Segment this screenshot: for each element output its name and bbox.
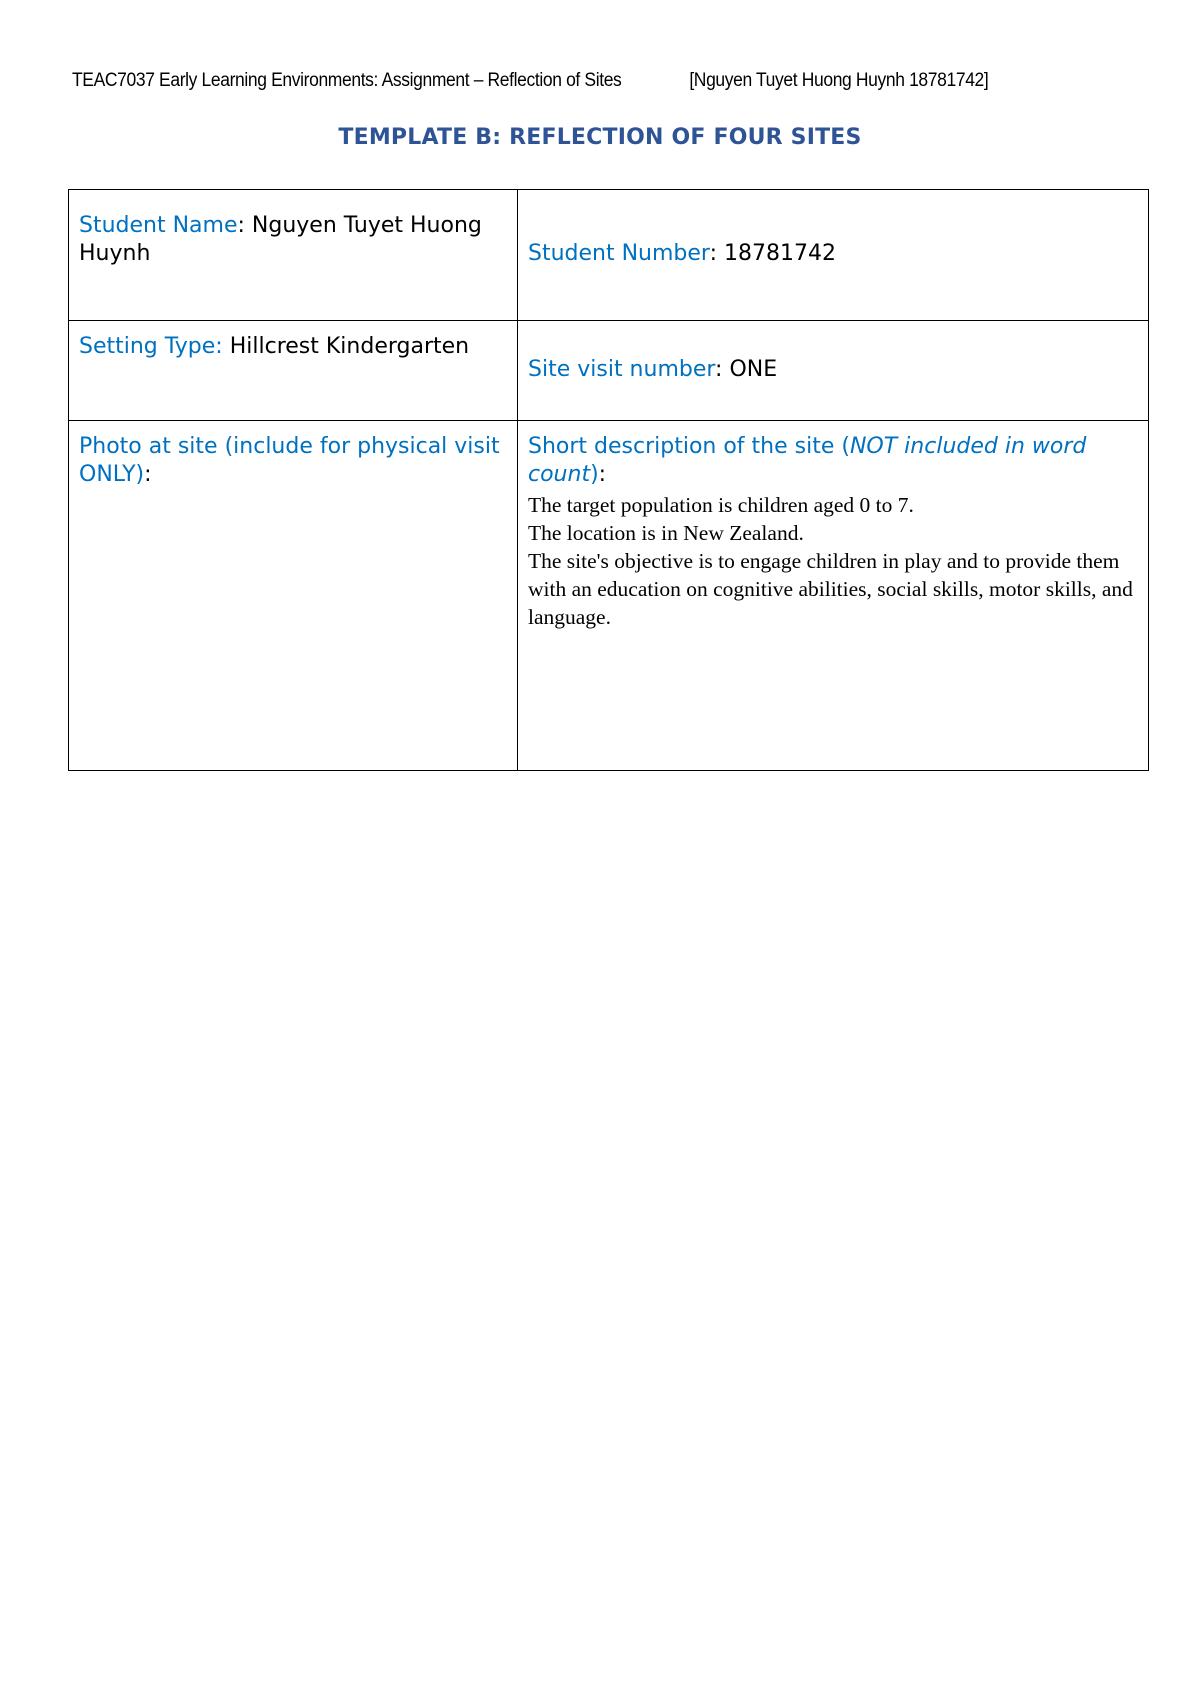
description-cell: Short description of the site (NOT included in word count): The target population is children aged 0 to 7. The location is in New Zealand. The site's objective is to engage children in play and to provide them with an education on cognitive abilities, social skills, motor skills, and language.: [518, 421, 1149, 771]
site-visit-cell: Site visit number: ONE: [518, 321, 1149, 421]
student-name-cell: Student Name: Nguyen Tuyet Huong Huynh: [69, 190, 518, 321]
description-label: Short description of the site (: [528, 434, 850, 459]
table-row: [69, 190, 1149, 321]
description-label-end: ): [590, 462, 599, 487]
setting-type-label: Setting Type:: [79, 334, 223, 359]
description-body: [528, 491, 1138, 631]
photo-cell: Photo at site (include for physical visit ONLY):: [69, 421, 518, 771]
student-name-label: Student Name: [79, 213, 238, 238]
table-row: [69, 421, 1149, 771]
student-number-label: Student Number: [528, 241, 710, 266]
description-label-italic: NOT included in word count: [528, 434, 1087, 487]
setting-type-cell: [69, 321, 518, 421]
site-visit-value: ONE: [729, 357, 778, 382]
page-header: [72, 70, 1047, 92]
course-title: TEAC7037 Early Learning Environments: Assignment – Reflection of Sites: [72, 70, 622, 91]
table-row: [69, 321, 1149, 421]
description-line-location: The location is in New Zealand.: [528, 521, 804, 545]
student-number-value: 18781742: [724, 241, 836, 266]
student-number-cell: Student Number: 18781742: [518, 190, 1149, 321]
photo-label: Photo at site (include for physical visit ONLY): [79, 434, 500, 487]
site-visit-label: Site visit number: [528, 357, 716, 382]
student-name-value: Nguyen Tuyet Huong Huynh: [79, 213, 482, 266]
description-line-objective: The site's objective is to engage children in play and to provide them with an education on cognitive abilities, social skills, motor skills, and language.: [528, 549, 1133, 629]
document-title: TEMPLATE B: REFLECTION OF FOUR SITES: [338, 125, 862, 150]
author-info: [Nguyen Tuyet Huong Huynh 18781742]: [689, 70, 989, 91]
site-info-table: [68, 189, 1149, 771]
setting-type-value: Hillcrest Kindergarten: [229, 334, 470, 359]
description-line-population: The target population is children aged 0 to 7.: [528, 493, 914, 517]
